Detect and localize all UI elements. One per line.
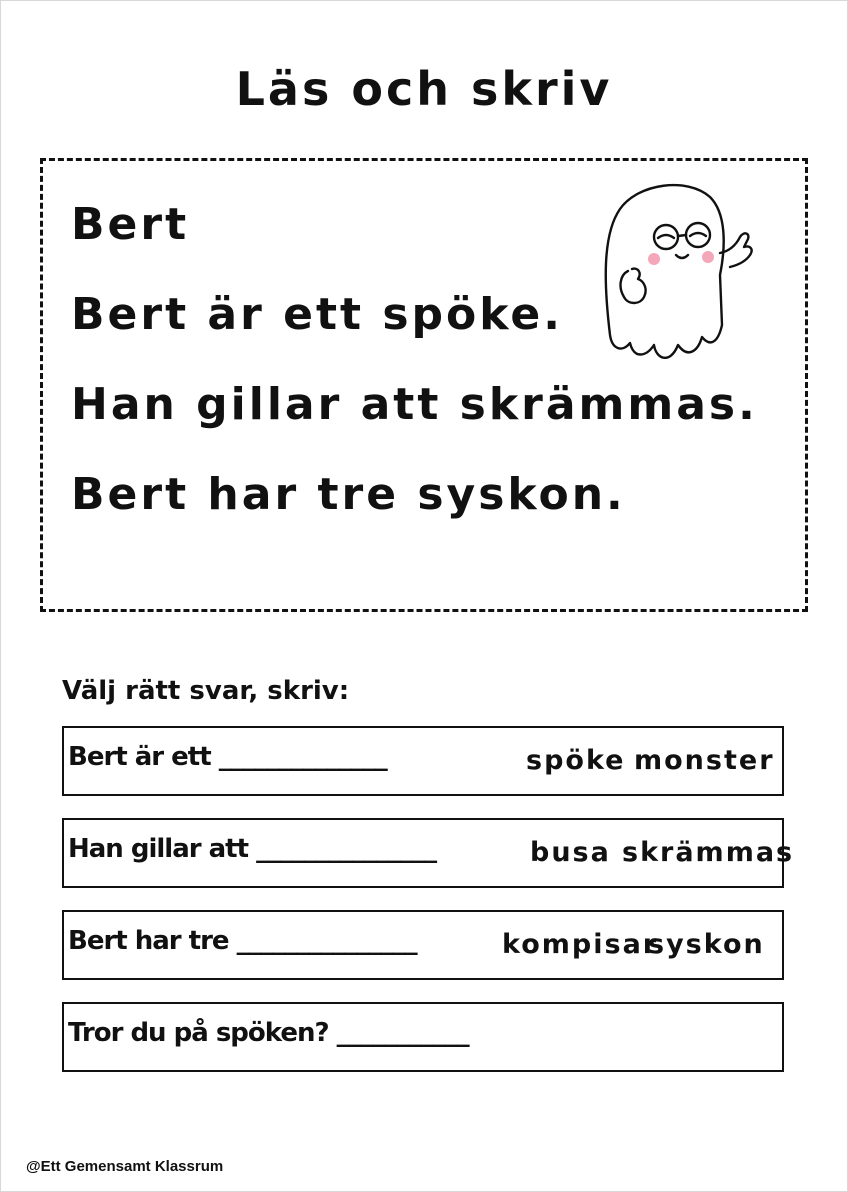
ghost-with-glasses-icon [598,175,768,385]
option-syskon: syskon [648,929,765,960]
story-line-3: Han gillar att skrämmas. [71,379,758,430]
question-box-1 [62,726,784,796]
story-line-1: Bert [71,199,190,250]
question-box-3 [62,910,784,980]
question-box-2 [62,818,795,888]
story-box [40,158,808,612]
question-prompt-1: Bert är ett ______________ [68,742,387,772]
option-monster: monster [634,745,775,776]
footer-credit: @Ett Gemensamt Klassrum [26,1158,224,1175]
question-prompt-3: Bert har tre _______________ [68,926,417,956]
option-spoke: spöke [526,745,626,776]
exercise-instruction: Välj rätt svar, skriv: [62,676,350,706]
question-prompt-2: Han gillar att _______________ [68,834,437,864]
option-kompisar: kompisar [502,929,659,960]
page-title: Läs och skriv [235,62,613,116]
option-busa: busa [530,837,611,868]
story-line-4: Bert har tre syskon. [71,469,626,520]
option-skrammas: skrämmas [622,837,795,868]
question-prompt-4: Tror du på spöken? ___________ [68,1018,469,1048]
story-line-2: Bert är ett spöke. [71,289,563,340]
question-box-4 [62,1002,784,1072]
